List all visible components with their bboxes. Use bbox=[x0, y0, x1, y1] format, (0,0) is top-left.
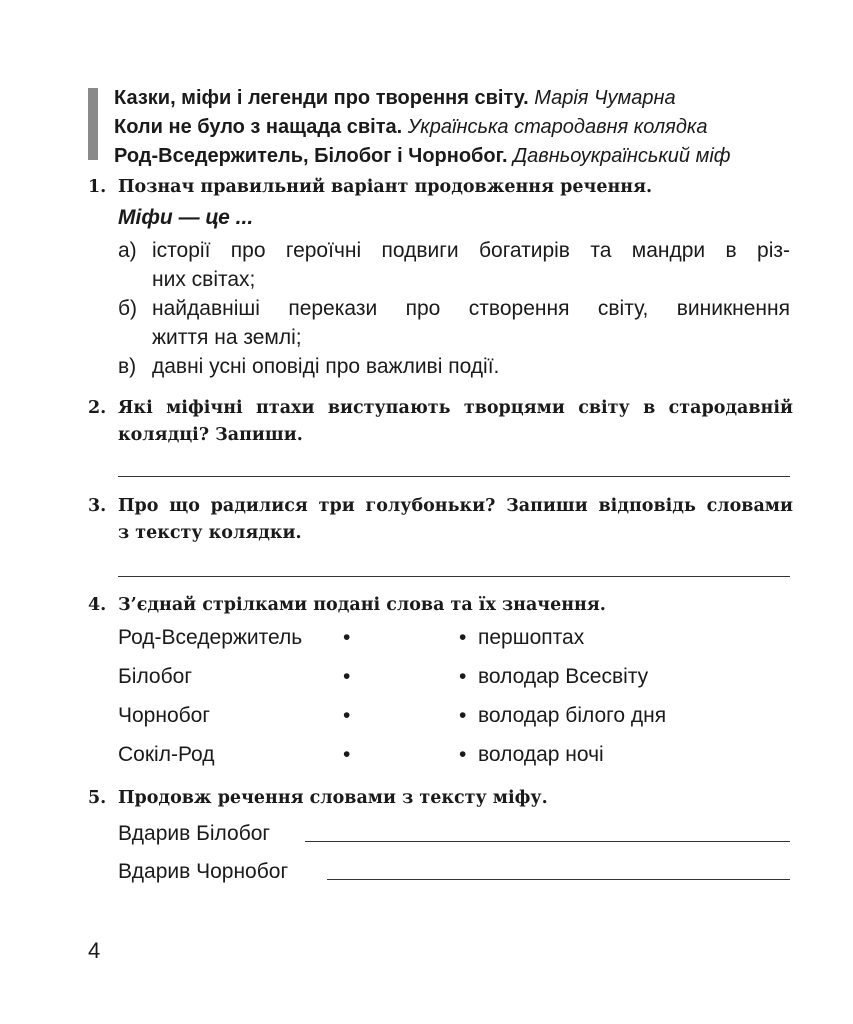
task-1 bbox=[88, 174, 793, 202]
match-meaning: володар білого дня bbox=[478, 704, 667, 727]
task-text: Про що радилися три голубоньки? Запиши відповідь словами з тексту колядки. bbox=[118, 496, 793, 543]
task-number: 3. bbox=[88, 496, 107, 516]
match-term: Сокіл-Род bbox=[118, 743, 215, 766]
reading-item: Коли не було з нащада світа. Українська стародавня колядка bbox=[114, 116, 708, 138]
match-meaning: володар Всесвіту bbox=[478, 665, 649, 688]
task-text: З’єднай стрілками подані слова та їх значення. bbox=[118, 595, 606, 615]
reading-item: Род-Вседержитель, Білобог і Чорнобог. Давньоукраїнський міф bbox=[114, 145, 731, 167]
match-term: Род-Вседержитель bbox=[118, 626, 303, 649]
match-meaning: володар ночі bbox=[478, 743, 604, 766]
sentence-row bbox=[118, 822, 790, 852]
match-row bbox=[118, 743, 790, 773]
sentence-row bbox=[118, 860, 790, 890]
match-term: Білобог bbox=[118, 665, 192, 688]
bullet-left[interactable]: • bbox=[343, 704, 351, 727]
reading-list-header bbox=[114, 84, 804, 171]
answer-line[interactable] bbox=[118, 476, 790, 477]
match-meaning: першоптах bbox=[478, 626, 585, 649]
answer-line[interactable] bbox=[305, 841, 790, 842]
bullet-right[interactable]: • bbox=[459, 704, 467, 727]
task-text: Познач правильний варіант продовження речення. bbox=[118, 177, 653, 197]
header-accent-bar bbox=[88, 88, 98, 160]
task-5 bbox=[88, 785, 793, 813]
sentence-start: Вдарив Чорнобог bbox=[118, 860, 289, 883]
match-term: Чорнобог bbox=[118, 704, 210, 727]
task-1-prompt: Міфи — це ... bbox=[118, 206, 254, 229]
option-letter: в) bbox=[118, 355, 137, 378]
bullet-left[interactable]: • bbox=[343, 743, 351, 766]
match-row bbox=[118, 665, 790, 695]
match-row bbox=[118, 626, 790, 656]
task-number: 2. bbox=[88, 398, 107, 418]
answer-line[interactable] bbox=[327, 879, 790, 880]
page-number: 4 bbox=[88, 938, 101, 963]
option-c[interactable]: в) давні усні оповіді про важливі події. bbox=[118, 352, 790, 381]
bullet-right[interactable]: • bbox=[459, 665, 467, 688]
bullet-right[interactable]: • bbox=[459, 626, 467, 649]
option-letter: а) bbox=[118, 239, 137, 262]
option-b[interactable]: б) найдавніші перекази про створення світу, виникнення життя на землі; bbox=[118, 294, 790, 352]
match-row bbox=[118, 704, 790, 734]
task-number: 4. bbox=[88, 595, 107, 615]
bullet-left[interactable]: • bbox=[343, 626, 351, 649]
reading-item: Казки, міфи і легенди про творення світу. Марія Чумарна bbox=[114, 87, 676, 109]
task-text: Продовж речення словами з тексту міфу. bbox=[118, 788, 548, 808]
sentence-start: Вдарив Білобог bbox=[118, 822, 271, 845]
bullet-left[interactable]: • bbox=[343, 665, 351, 688]
task-3 bbox=[88, 493, 793, 549]
task-2 bbox=[88, 395, 793, 451]
task-number: 5. bbox=[88, 788, 107, 808]
task-text: Які міфічні птахи виступають творцями світу в стародавній колядці? Запиши. bbox=[118, 398, 793, 445]
task-number: 1. bbox=[88, 177, 107, 197]
bullet-right[interactable]: • bbox=[459, 743, 467, 766]
task-4 bbox=[88, 592, 793, 620]
option-a[interactable]: а) історії про героїчні подвиги богатирів та мандри в різ- них світах; bbox=[118, 236, 790, 294]
answer-line[interactable] bbox=[118, 576, 790, 577]
option-letter: б) bbox=[118, 297, 138, 320]
